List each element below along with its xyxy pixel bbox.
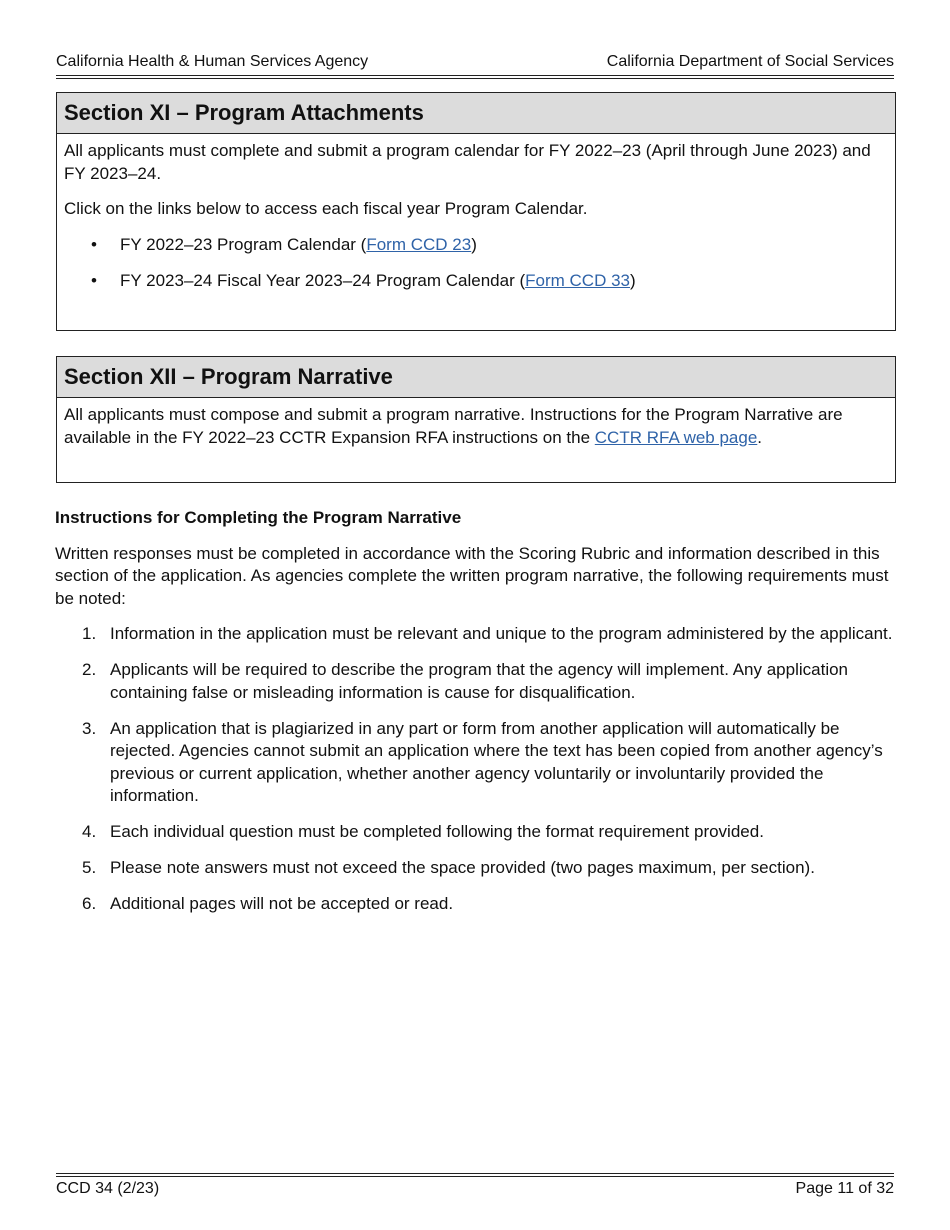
list-item (82, 893, 895, 916)
bullet-icon: • (91, 271, 97, 290)
footer-divider (56, 1173, 894, 1177)
section-title: Section XI – Program Attachments (57, 93, 895, 134)
item-text: Additional pages will not be accepted or read. (110, 894, 454, 913)
section-paragraph: All applicants must complete and submit a program calendar for FY 2022–23 (April through June 2023) and FY 2023–24. (64, 141, 871, 183)
section-paragraph (64, 404, 888, 449)
page-header (56, 52, 894, 72)
section-program-narrative (56, 356, 896, 483)
calendar-link-list (91, 234, 888, 293)
list-item (91, 270, 888, 293)
header-divider (56, 75, 894, 79)
narrative-instructions (55, 507, 895, 929)
page-footer (56, 1179, 894, 1199)
form-code: CCD 34 (2/23) (56, 1180, 160, 1197)
form-ccd-23-link[interactable]: Form CCD 23 (366, 234, 472, 254)
instructions-heading: Instructions for Completing the Program Narrative (55, 508, 462, 527)
page-number: Page 11 of 32 (795, 1180, 894, 1197)
item-number: 6. (82, 894, 97, 913)
item-number: 5. (82, 858, 97, 877)
item-text-suffix: ) (471, 234, 477, 254)
list-item (91, 234, 888, 257)
list-item (82, 623, 895, 646)
form-ccd-33-link[interactable]: Form CCD 33 (525, 271, 630, 290)
cctr-rfa-web-page-link[interactable]: CCTR RFA web page (594, 427, 758, 447)
bullet-icon: • (91, 234, 97, 254)
header-agency: California Health & Human Services Agency (56, 53, 369, 70)
header-department: California Department of Social Services (606, 53, 894, 70)
list-item (82, 659, 895, 704)
paragraph-text: All applicants must compose and submit a program narrative. Instructions for the Program Narrative are available in the FY 2022–23 CCTR Expansion RFA instructions on the (64, 405, 843, 447)
paragraph-text-end: . (757, 427, 763, 447)
item-text: Please note answers must not exceed the space provided (two pages maximum, per section). (110, 858, 815, 877)
item-text: Applicants will be required to describe the program that the agency will implement. Any application containing false or misleading information is cause for disqualification. (110, 660, 849, 702)
item-text-prefix: FY 2022–23 Program Calendar ( (120, 234, 367, 254)
item-text-prefix: FY 2023–24 Fiscal Year 2023–24 Program Calendar ( (120, 271, 526, 290)
list-item (82, 718, 895, 808)
requirements-list (82, 623, 895, 916)
list-item (82, 857, 895, 880)
item-text: An application that is plagiarized in any part or form from another application will automatically be rejected. Agencies cannot submit an application where the text has been copied from another agency’s previous or current application, whether another agency voluntarily or involuntarily provided the information. (110, 718, 883, 805)
item-number: 2. (82, 660, 97, 679)
instructions-intro: Written responses must be completed in accordance with the Scoring Rubric and information described in this section of the application. As agencies complete the written program narrative, the following requirements must be noted: (55, 543, 889, 608)
item-number: 3. (82, 718, 97, 738)
section-title: Section XII – Program Narrative (57, 357, 895, 398)
item-number: 1. (82, 624, 97, 643)
section-paragraph: Click on the links below to access each fiscal year Program Calendar. (64, 199, 588, 218)
list-item (82, 821, 895, 844)
item-text: Each individual question must be completed following the format requirement provided. (110, 822, 764, 841)
item-number: 4. (82, 822, 97, 841)
item-text-suffix: ) (629, 271, 636, 290)
section-program-attachments (56, 92, 896, 331)
item-text: Information in the application must be relevant and unique to the program administered by the applicant. (110, 624, 893, 643)
